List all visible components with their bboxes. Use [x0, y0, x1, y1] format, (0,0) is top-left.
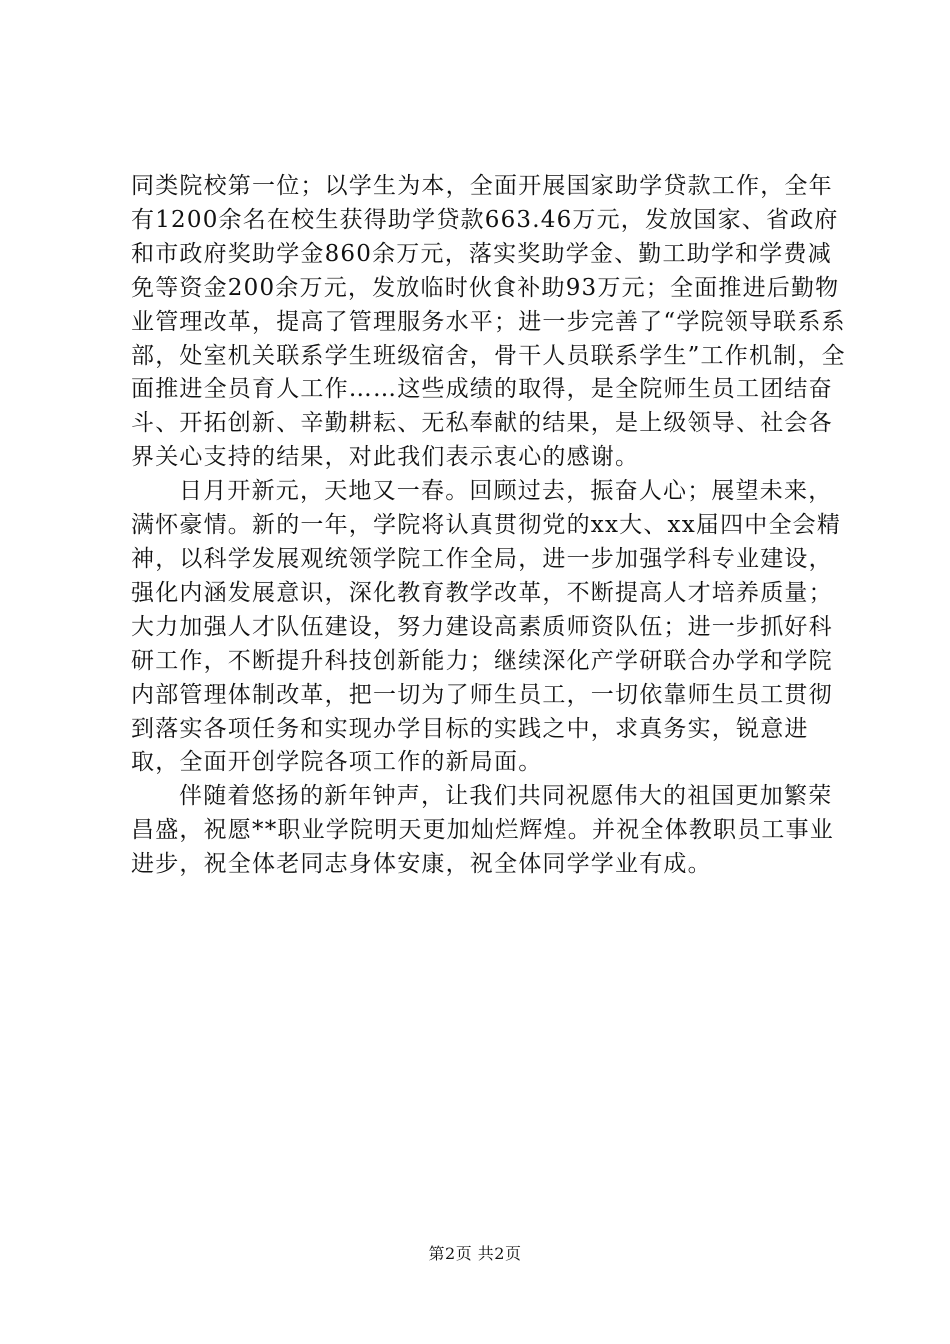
document-body [131, 170, 851, 882]
paragraph-wishes: 伴随着悠扬的新年钟声，让我们共同祝愿伟大的祖国更加繁荣昌盛，祝愿**职业学院明天更加灿烂辉煌。并祝全体教职员工事业进步，祝全体老同志身体安康，祝全体同学学业有成。 [131, 783, 834, 878]
page-number-footer: 第2页 共2页 [428, 1244, 522, 1263]
paragraph-new-year-plan: 日月开新元，天地又一春。回顾过去，振奋人心；展望未来，满怀豪情。新的一年，学院将认真贯彻党的xx大、xx届四中全会精神，以科学发展观统领学院工作全局，进一步加强学科专业建设，强化内涵发展意识，深化教育教学改革，不断提高人才培养质量；大力加强人才队伍建设，努力建设高素质师资队伍；进一步抓好科研工作，不断提升科技创新能力；继续深化产学研联合办学和学院内部管理体制改革，把一切为了师生员工，一切依靠师生员工贯彻到落实各项任务和实现办学目标的实践之中，求真务实，锐意进取，全面开创学院各项工作的新局面。 [131, 478, 842, 776]
paragraph-achievements: 同类院校第一位；以学生为本，全面开展国家助学贷款工作，全年有1200余名在校生获得助学贷款663.46万元，发放国家、省政府和市政府奖助学金860余万元，落实奖助学金、勤工助学和学费减免等资金200余万元，发放临时伙食补助93万元；全面推进后勤物业管理改革，提高了管理服务水平；进一步完善了“学院领导联系系部，处室机关联系学生班级宿舍，骨干人员联系学生”工作机制，全面推进全员育人工作……这些成绩的取得，是全院师生员工团结奋斗、开拓创新、辛勤耕耘、无私奉献的结果，是上级领导、社会各界关心支持的结果，对此我们表示衷心的感谢。 [131, 173, 846, 471]
